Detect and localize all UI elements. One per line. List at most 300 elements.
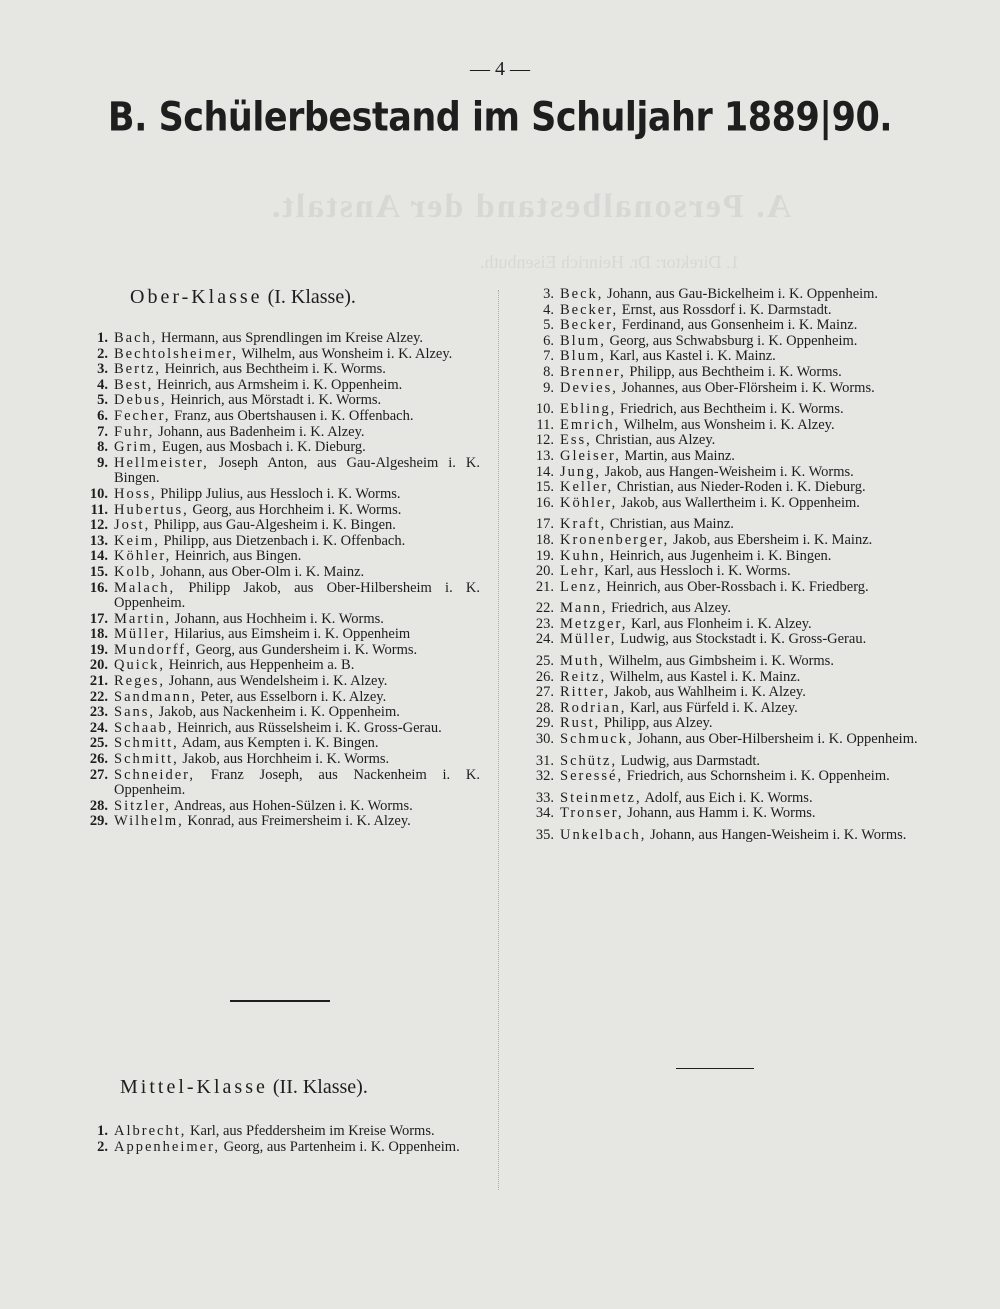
entry-number: 27. <box>89 766 108 783</box>
entry-number: 2. <box>97 345 108 362</box>
entry-details: Wilhelm, aus Wonsheim i. K. Alzey. <box>238 345 453 362</box>
list-entry <box>80 627 480 643</box>
entry-details: Heinrich, aus Rüsselsheim i. K. Gross-Gerau. <box>173 719 442 736</box>
entry-surname: Unkelbach, <box>560 827 647 843</box>
entry-details: Christian, aus Mainz. <box>606 516 734 533</box>
entry-number: 8. <box>543 363 554 380</box>
entry-details: Johannes, aus Ober-Flörsheim i. K. Worms. <box>617 379 875 396</box>
entry-text <box>114 721 480 737</box>
ober-klasse-heading-sub: (I. Klasse). <box>262 286 356 308</box>
entry-number: 10. <box>535 401 554 418</box>
list-entry <box>518 287 928 303</box>
entry-text <box>560 632 928 648</box>
entry-surname: Steinmetz, <box>560 789 642 806</box>
entry-number: 6. <box>543 332 554 349</box>
entry-details: Heinrich, aus Mörstadt i. K. Worms. <box>166 392 382 409</box>
entry-details: Philipp Julius, aus Hessloch i. K. Worms. <box>156 485 401 502</box>
entry-surname: Tronser, <box>560 805 624 822</box>
entry-text <box>114 331 480 347</box>
entry-details: Johann, aus Ober-Hilbersheim i. K. Oppenheim. <box>633 731 918 748</box>
list-entry <box>518 381 928 397</box>
entry-number: 14. <box>535 463 554 480</box>
entry-text <box>114 1140 480 1156</box>
bleed-through-heading: A. Personalbestand der Anstalt. <box>270 188 792 225</box>
list-entry <box>80 440 480 456</box>
list-entry <box>518 349 928 365</box>
entry-number: 6. <box>97 407 108 424</box>
list-entry <box>80 331 480 347</box>
entry-text <box>560 754 928 770</box>
entry-number: 18. <box>535 531 554 548</box>
list-entry <box>80 721 480 737</box>
entry-number: 10. <box>89 485 108 502</box>
entry-text <box>114 393 480 409</box>
entry-number: 27. <box>535 684 554 701</box>
entry-number: 30. <box>535 731 554 748</box>
list-entry <box>80 1140 480 1156</box>
entry-surname: Sans, <box>114 704 156 721</box>
entry-surname: Brenner, <box>560 363 626 380</box>
entry-details: Friedrich, aus Alzey. <box>607 600 731 617</box>
entry-number: 28. <box>535 699 554 716</box>
entry-text <box>560 381 928 397</box>
entry-surname: Rodrian, <box>560 699 627 716</box>
entry-details: Georg, aus Horchheim i. K. Worms. <box>188 501 402 518</box>
list-entry <box>80 487 480 503</box>
entry-details: Christian, aus Nieder-Roden i. K. Dieburg. <box>613 479 866 496</box>
entry-details: Ludwig, aus Darmstadt. <box>617 752 761 769</box>
entry-text <box>560 806 928 822</box>
entry-text <box>560 433 928 449</box>
entry-text <box>114 705 480 721</box>
list-entry <box>80 1124 480 1140</box>
entry-details: Heinrich, aus Bingen. <box>171 548 302 565</box>
entry-details: Heinrich, aus Bechtheim i. K. Worms. <box>161 361 386 378</box>
entry-surname: Hellmeister, <box>114 454 209 471</box>
entry-surname: Blum, <box>560 332 606 349</box>
entry-number: 21. <box>89 673 108 690</box>
entry-text <box>114 814 480 830</box>
entry-details: Johann, aus Hamm i. K. Worms. <box>623 805 816 822</box>
list-entry <box>80 534 480 550</box>
entry-number: 4. <box>543 301 554 318</box>
entry-number: 19. <box>535 547 554 564</box>
list-entry <box>518 654 928 670</box>
entry-text <box>560 334 928 350</box>
entry-number: 35. <box>535 827 554 843</box>
entry-number: 24. <box>89 719 108 736</box>
left-divider-rule <box>230 1000 330 1002</box>
list-entry <box>518 303 928 319</box>
list-entry <box>518 580 928 596</box>
entry-number: 29. <box>89 813 108 830</box>
entry-text <box>114 736 480 752</box>
entry-number: 28. <box>89 797 108 814</box>
entry-number: 3. <box>543 286 554 302</box>
list-entry <box>80 518 480 534</box>
entry-surname: Ritter, <box>560 684 611 701</box>
entry-details: Karl, aus Fürfeld i. K. Alzey. <box>626 699 798 716</box>
entry-surname: Keller, <box>560 479 614 496</box>
entry-number: 15. <box>89 563 108 580</box>
entry-number: 16. <box>535 494 554 511</box>
list-entry <box>80 674 480 690</box>
entry-details: Hermann, aus Sprendlingen im Kreise Alzey. <box>157 330 424 346</box>
entry-surname: Kolb, <box>114 563 157 580</box>
list-entry <box>80 643 480 659</box>
entry-surname: Wilhelm, <box>114 813 184 830</box>
list-entry <box>518 617 928 633</box>
list-entry <box>518 365 928 381</box>
entry-text <box>560 533 928 549</box>
list-entry <box>518 670 928 686</box>
list-entry <box>80 347 480 363</box>
entry-number: 1. <box>97 330 108 346</box>
entry-surname: Martin, <box>114 610 172 627</box>
entry-surname: Köhler, <box>560 494 618 511</box>
entry-details: Johann, aus Hochheim i. K. Worms. <box>171 610 384 627</box>
list-entry <box>518 632 928 648</box>
entry-text <box>114 347 480 363</box>
entry-number: 2. <box>97 1138 108 1155</box>
list-entry <box>518 480 928 496</box>
entry-number: 34. <box>535 805 554 822</box>
entry-details: Georg, aus Partenheim i. K. Oppenheim. <box>219 1138 460 1155</box>
entry-text <box>560 716 928 732</box>
entry-details: Heinrich, aus Ober-Rossbach i. K. Friedberg. <box>602 578 869 595</box>
entry-number: 1. <box>97 1123 108 1139</box>
entry-text <box>560 828 928 844</box>
entry-surname: Reitz, <box>560 668 607 685</box>
list-entry <box>80 409 480 425</box>
entry-text <box>560 580 928 596</box>
entry-details: Philipp, aus Bechtheim i. K. Worms. <box>625 363 842 380</box>
entry-number: 24. <box>535 631 554 648</box>
entry-number: 26. <box>535 668 554 685</box>
list-entry <box>80 736 480 752</box>
entry-details: Peter, aus Esselborn i. K. Alzey. <box>196 688 387 705</box>
list-entry <box>518 465 928 481</box>
entry-number: 31. <box>535 752 554 769</box>
entry-details: Ernst, aus Rossdorf i. K. Darmstadt. <box>618 301 832 318</box>
entry-details: Andreas, aus Hohen-Sülzen i. K. Worms. <box>170 797 413 814</box>
entry-number: 12. <box>535 432 554 449</box>
list-entry <box>518 732 928 748</box>
entry-number: 20. <box>535 563 554 580</box>
entry-text <box>114 549 480 565</box>
entry-surname: Ess, <box>560 432 592 449</box>
list-entry <box>518 769 928 785</box>
entry-number: 21. <box>535 578 554 595</box>
entry-details: Philipp, aus Gau-Algesheim i. K. Bingen. <box>150 517 396 534</box>
entry-number: 13. <box>89 532 108 549</box>
entry-details: Jakob, aus Wahlheim i. K. Alzey. <box>610 684 806 701</box>
entry-surname: Schaab, <box>114 719 174 736</box>
entry-number: 33. <box>535 789 554 806</box>
entry-text <box>560 564 928 580</box>
list-entry <box>80 814 480 830</box>
page-number: — 4 — <box>470 58 530 80</box>
entry-surname: Schütz, <box>560 752 618 769</box>
right-divider-rule <box>676 1068 754 1069</box>
entry-text <box>114 378 480 394</box>
entry-surname: Devies, <box>560 379 618 396</box>
ober-klasse-list <box>80 331 480 830</box>
entry-text <box>114 518 480 534</box>
entry-text <box>114 565 480 581</box>
list-entry <box>518 449 928 465</box>
entry-number: 18. <box>89 626 108 643</box>
entry-text <box>114 799 480 815</box>
entry-details: Jakob, aus Wallertheim i. K. Oppenheim. <box>617 494 860 511</box>
entry-surname: Hoss, <box>114 485 157 502</box>
entry-surname: Malach, <box>114 579 176 596</box>
entry-text <box>114 612 480 628</box>
entry-number: 9. <box>97 454 108 471</box>
entry-details: Johann, aus Wendelsheim i. K. Alzey. <box>165 673 388 690</box>
list-entry <box>80 752 480 768</box>
entry-text <box>114 456 480 487</box>
entry-text <box>560 701 928 717</box>
list-entry <box>518 334 928 350</box>
entry-surname: Jung, <box>560 463 602 480</box>
list-entry <box>80 612 480 628</box>
entry-text <box>560 617 928 633</box>
entry-surname: Jost, <box>114 517 151 534</box>
entry-surname: Schneider, <box>114 766 196 783</box>
entry-details: Wilhelm, aus Kastel i. K. Mainz. <box>606 668 801 685</box>
entry-text <box>114 658 480 674</box>
entry-text <box>560 303 928 319</box>
entry-details: Franz, aus Obertshausen i. K. Offenbach. <box>170 407 414 424</box>
entry-text <box>114 581 480 612</box>
entry-details: Philipp Jakob, aus Ober-Hilbersheim i. K. Oppenheim. <box>114 579 480 612</box>
entry-details: Philipp, aus Dietzenbach i. K. Offenbach. <box>159 532 406 549</box>
mittel-klasse-heading-main: Mittel-Klasse <box>120 1076 268 1098</box>
list-entry <box>80 768 480 799</box>
list-entry <box>518 533 928 549</box>
list-entry <box>518 701 928 717</box>
entry-surname: Sandmann, <box>114 688 197 705</box>
entry-text <box>114 674 480 690</box>
entry-details: Adolf, aus Eich i. K. Worms. <box>641 789 813 806</box>
entry-details: Eugen, aus Mosbach i. K. Dieburg. <box>158 439 366 456</box>
entry-text <box>560 418 928 434</box>
entry-text <box>560 449 928 465</box>
entry-surname: Fecher, <box>114 407 171 424</box>
entry-details: Joseph Anton, aus Gau-Algesheim i. K. Bingen. <box>114 454 480 487</box>
entry-number: 5. <box>543 317 554 334</box>
entry-surname: Becker, <box>560 317 619 334</box>
entry-surname: Rust, <box>560 715 601 732</box>
entry-details: Karl, aus Flonheim i. K. Alzey. <box>627 615 812 632</box>
entry-surname: Schmitt, <box>114 751 179 768</box>
entry-text <box>114 690 480 706</box>
entry-details: Heinrich, aus Heppenheim a. B. <box>165 657 355 674</box>
entry-surname: Beck, <box>560 286 604 302</box>
entry-surname: Kuhn, <box>560 547 606 564</box>
entry-surname: Appenheimer, <box>114 1138 220 1155</box>
entry-surname: Kronenberger, <box>560 531 670 548</box>
entry-number: 15. <box>535 479 554 496</box>
list-entry <box>518 549 928 565</box>
list-entry <box>518 716 928 732</box>
entry-details: Philipp, aus Alzey. <box>600 715 713 732</box>
entry-number: 8. <box>97 439 108 456</box>
entry-number: 17. <box>535 516 554 533</box>
bleed-through-subheading: 1. Direktor: Dr. Heinrich Eisenbuth. <box>480 252 740 272</box>
entry-text <box>560 769 928 785</box>
entry-text <box>560 670 928 686</box>
list-entry <box>80 393 480 409</box>
list-entry <box>80 425 480 441</box>
entry-number: 29. <box>535 715 554 732</box>
mittel-klasse-heading-sub: (II. Klasse). <box>267 1076 368 1098</box>
entry-text <box>560 791 928 807</box>
entry-details: Johann, aus Hangen-Weisheim i. K. Worms. <box>646 827 907 843</box>
entry-text <box>560 517 928 533</box>
entry-surname: Albrecht, <box>114 1123 187 1139</box>
list-entry <box>80 565 480 581</box>
entry-text <box>114 1124 480 1140</box>
entry-number: 5. <box>97 392 108 409</box>
entry-text <box>114 487 480 503</box>
entry-number: 13. <box>535 447 554 464</box>
entry-text <box>560 465 928 481</box>
entry-number: 16. <box>89 579 108 596</box>
entry-surname: Gleiser, <box>560 447 621 464</box>
list-entry <box>80 690 480 706</box>
list-entry <box>518 433 928 449</box>
entry-text <box>114 643 480 659</box>
entry-details: Wilhelm, aus Wonsheim i. K. Alzey. <box>620 416 835 433</box>
ober-klasse-heading-main: Ober-Klasse <box>130 286 263 308</box>
entry-text <box>560 318 928 334</box>
entry-text <box>560 549 928 565</box>
list-entry <box>518 828 928 844</box>
entry-surname: Blum, <box>560 348 606 365</box>
entry-text <box>560 601 928 617</box>
list-entry <box>518 685 928 701</box>
entry-details: Jakob, aus Hangen-Weisheim i. K. Worms. <box>601 463 854 480</box>
entry-text <box>560 365 928 381</box>
entry-details: Friedrich, aus Schornsheim i. K. Oppenheim. <box>623 768 890 785</box>
entry-surname: Lenz, <box>560 578 603 595</box>
entry-number: 26. <box>89 751 108 768</box>
entry-number: 23. <box>535 615 554 632</box>
entry-details: Christian, aus Alzey. <box>591 432 716 449</box>
entry-details: Franz Joseph, aus Nackenheim i. K. Oppenheim. <box>114 766 480 799</box>
entry-number: 4. <box>97 376 108 393</box>
entry-surname: Mann, <box>560 600 608 617</box>
entry-surname: Quick, <box>114 657 166 674</box>
entry-surname: Kraft, <box>560 516 607 533</box>
entry-text <box>114 409 480 425</box>
entry-surname: Schmuck, <box>560 731 634 748</box>
entry-number: 23. <box>89 704 108 721</box>
list-entry <box>518 806 928 822</box>
entry-text <box>560 287 928 303</box>
entry-surname: Ebling, <box>560 401 617 418</box>
entry-text <box>560 402 928 418</box>
mittel-klasse-list <box>80 1124 480 1155</box>
entry-surname: Grim, <box>114 439 159 456</box>
entry-text <box>114 503 480 519</box>
entry-surname: Bechtolsheimer, <box>114 345 239 362</box>
entry-number: 17. <box>89 610 108 627</box>
entry-number: 20. <box>89 657 108 674</box>
entry-surname: Muth, <box>560 653 606 670</box>
list-entry <box>80 503 480 519</box>
entry-text <box>114 362 480 378</box>
entry-text <box>560 732 928 748</box>
entry-surname: Best, <box>114 376 154 393</box>
entry-surname: Reges, <box>114 673 166 690</box>
list-entry <box>80 549 480 565</box>
entry-details: Jakob, aus Ebersheim i. K. Mainz. <box>669 531 873 548</box>
entry-details: Johann, aus Badenheim i. K. Alzey. <box>154 423 365 440</box>
entry-text <box>560 349 928 365</box>
list-entry <box>518 402 928 418</box>
entry-details: Hilarius, aus Eimsheim i. K. Oppenheim <box>170 626 411 643</box>
entry-details: Karl, aus Pfeddersheim im Kreise Worms. <box>186 1123 435 1139</box>
entry-details: Karl, aus Hessloch i. K. Worms. <box>600 563 791 580</box>
entry-details: Adam, aus Kempten i. K. Bingen. <box>178 735 379 752</box>
entry-number: 22. <box>89 688 108 705</box>
entry-surname: Köhler, <box>114 548 172 565</box>
entry-surname: Seressé, <box>560 768 624 785</box>
entry-text <box>560 654 928 670</box>
list-entry <box>518 754 928 770</box>
list-entry <box>80 456 480 487</box>
entry-details: Jakob, aus Horchheim i. K. Worms. <box>178 751 390 768</box>
entry-surname: Müller, <box>114 626 171 643</box>
entry-text <box>114 627 480 643</box>
list-entry <box>80 705 480 721</box>
entry-text <box>560 480 928 496</box>
entry-number: 19. <box>89 641 108 658</box>
column-fold-line <box>498 290 499 1190</box>
entry-number: 11. <box>536 416 554 433</box>
list-entry <box>518 517 928 533</box>
entry-text <box>114 425 480 441</box>
entry-number: 32. <box>535 768 554 785</box>
entry-surname: Bach, <box>114 330 158 346</box>
entry-details: Ferdinand, aus Gonsenheim i. K. Mainz. <box>618 317 858 334</box>
entry-surname: Mundorff, <box>114 641 192 658</box>
entry-details: Ludwig, aus Stockstadt i. K. Gross-Gerau. <box>616 631 867 648</box>
list-entry <box>80 378 480 394</box>
list-entry <box>80 799 480 815</box>
list-entry <box>518 418 928 434</box>
entry-number: 9. <box>543 379 554 396</box>
entry-text <box>560 496 928 512</box>
entry-details: Karl, aus Kastel i. K. Mainz. <box>605 348 776 365</box>
entry-surname: Debus, <box>114 392 167 409</box>
entry-details: Konrad, aus Freimersheim i. K. Alzey. <box>183 813 411 830</box>
entry-surname: Lehr, <box>560 563 601 580</box>
entry-number: 12. <box>89 517 108 534</box>
entry-number: 7. <box>543 348 554 365</box>
mittel-klasse-heading <box>120 1076 368 1099</box>
list-entry <box>80 362 480 378</box>
entry-surname: Bertz, <box>114 361 162 378</box>
list-entry <box>518 564 928 580</box>
entry-number: 7. <box>97 423 108 440</box>
entry-number: 14. <box>89 548 108 565</box>
entry-text <box>114 768 480 799</box>
entry-surname: Emrich, <box>560 416 621 433</box>
